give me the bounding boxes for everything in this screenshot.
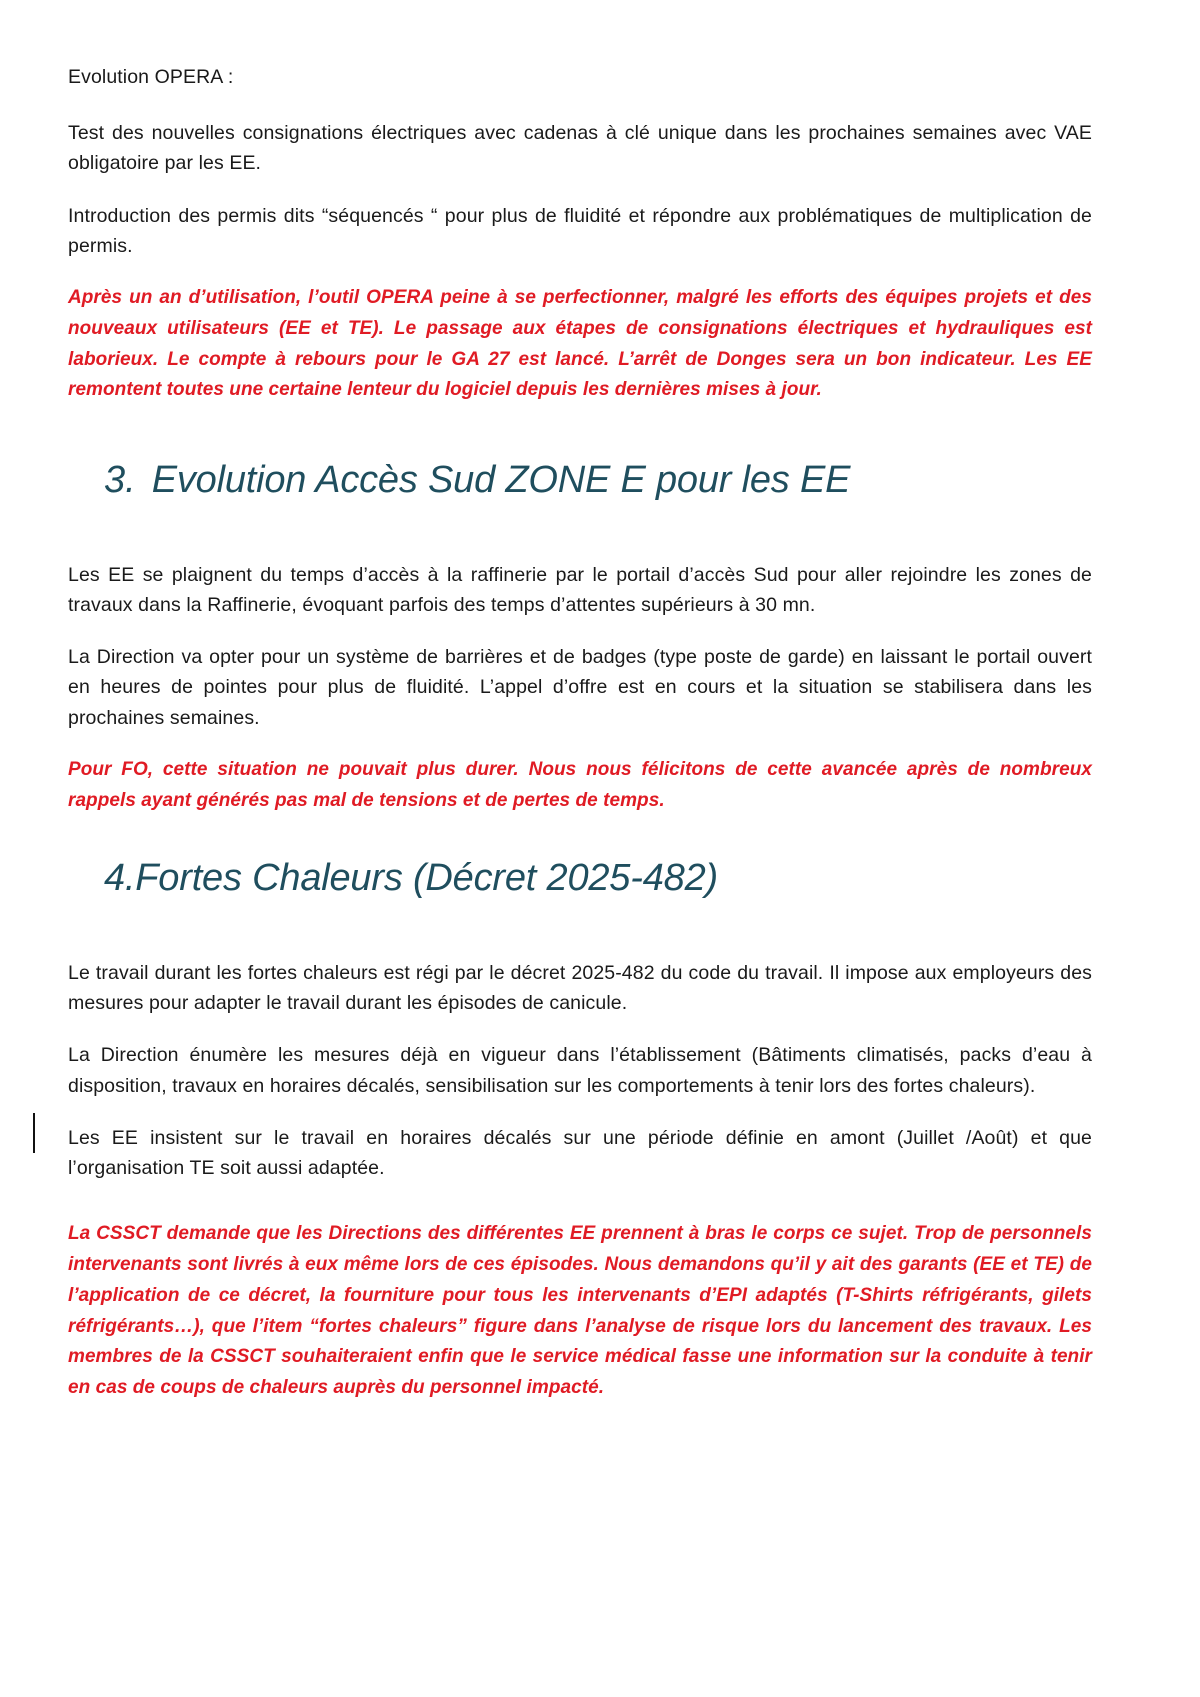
paragraph-acces-sud-1: Les EE se plaignent du temps d’accès à la raffinerie par le portail d’accès Sud pour aller rejoindre les zones de travaux dans la Raffinerie, évoquant parfois des temps d’attentes supérieurs à 30 mn. <box>68 563 1092 616</box>
note-opera-red: Après un an d’utilisation, l’outil OPERA peine à se perfectionner, malgré les efforts des équipes projets et des nouveaux utilisateurs (EE et TE). Le passage aux étapes de consignations électriques et hydrauliques est laborieux. Le compte à rebours pour le GA 27 est lancé. L’arrêt de Donges sera un bon indicateur. Les EE remontent toutes une certaine lenteur du logiciel depuis les dernières mises à jour. <box>68 287 1092 401</box>
spacer <box>68 1205 1092 1219</box>
paragraph-chaleurs-3: Les EE insistent sur le travail en horaires décalés sur une période définie en amont (Juillet /Août) et que l’organisation TE soit aussi adaptée. <box>68 1126 1092 1180</box>
heading-section-4-title: 4.Fortes Chaleurs (Décret 2025-482) <box>104 857 718 900</box>
heading-section-3-number: 3. <box>104 459 136 502</box>
spacer <box>68 504 1092 560</box>
paragraph-chaleurs-1: Le travail durant les fortes chaleurs est régi par le décret 2025-482 du code du travail. Il impose aux employeurs des mesures pour adapter le travail durant les épisodes de canicule. <box>68 961 1092 1015</box>
paragraph-chaleurs-2: La Direction énumère les mesures déjà en vigueur dans l’établissement (Bâtiments climatisés, packs d’eau à disposition, travaux en horaires décalés, sensibilisation sur les comportements à tenir lors des fortes chaleurs). <box>68 1044 1092 1097</box>
spacer <box>68 432 1092 458</box>
paragraph-opera-test: Test des nouvelles consignations électriques avec cadenas à clé unique dans les prochaines semaines avec VAE obligatoire par les EE. <box>68 122 1092 175</box>
spacer <box>68 842 1092 856</box>
change-bar-marker <box>33 1113 35 1153</box>
note-chaleurs-red: La CSSCT demande que les Directions des différentes EE prennent à bras le corps ce sujet. Trop de personnels intervenants sont livrés à eux même lors de ces épisodes. Nous demandons qu’il y ait des garants (EE et TE) de l’application de ce décret, la fourniture pour tous les intervenants d’EPI adaptés (T-Shirts réfrigérants, gilets réfrigérants…), que l’item “fortes chaleurs” figure dans l’analyse de risque lors du lancement des travaux. Les membres de la CSSCT souhaiteraient enfin que le service médical fasse une information sur la conduite à tenir en cas de coups de chaleurs auprès du personnel impacté. <box>68 1223 1092 1399</box>
note-acces-sud-red: Pour FO, cette situation ne pouvait plus durer. Nous nous félicitons de cette avancée après de nombreux rappels ayant générés pas mal de tensions et de pertes de temps. <box>68 758 1092 811</box>
intro-label: Evolution OPERA : <box>68 66 234 88</box>
paragraph-acces-sud-2: La Direction va opter pour un système de barrières et de badges (type poste de garde) en laissant le portail ouvert en heures de pointes pour plus de fluidité. L’appel d’offre est en cours et la situation se stabilisera dans les prochaines semaines. <box>68 646 1092 729</box>
heading-section-4 <box>104 856 1092 902</box>
heading-section-3-title: Evolution Accès Sud ZONE E pour les EE <box>151 459 851 502</box>
heading-section-3 <box>104 458 1092 504</box>
spacer <box>68 902 1092 958</box>
paragraph-opera-permis: Introduction des permis dits “séquencés “ pour plus de fluidité et répondre aux problématiques de multiplication de permis. <box>68 204 1092 257</box>
